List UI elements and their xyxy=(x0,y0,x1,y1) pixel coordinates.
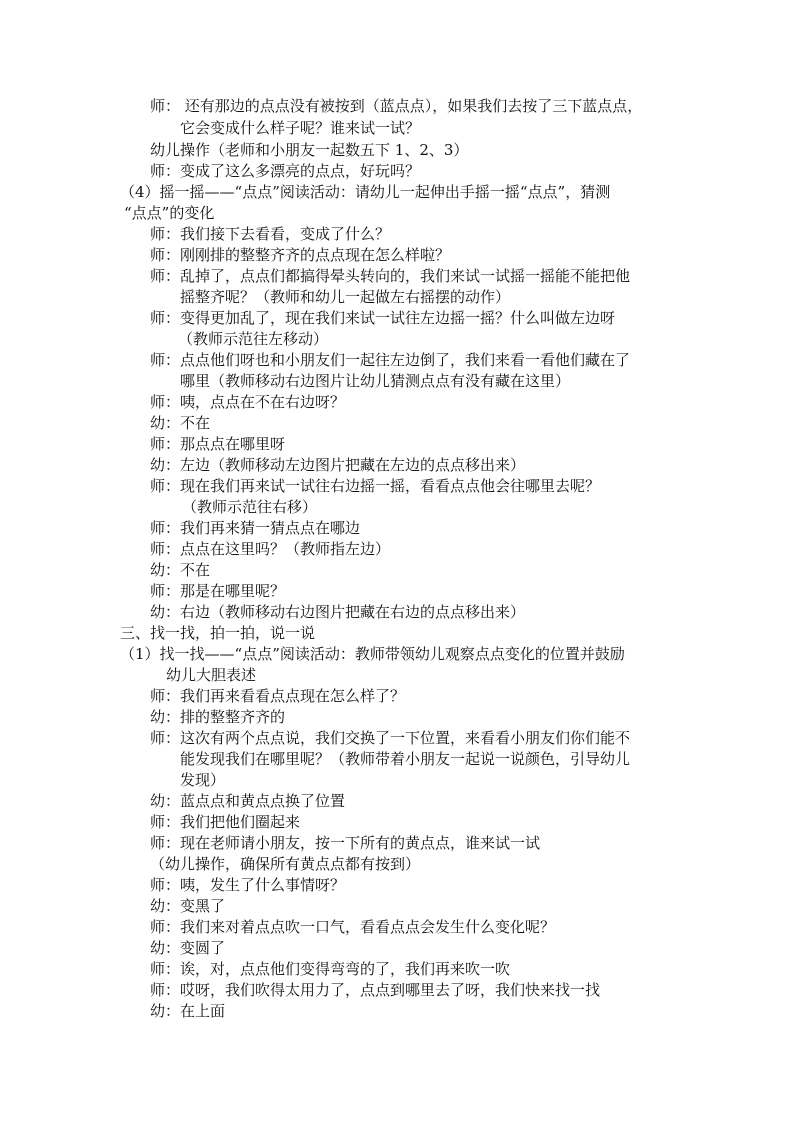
text-line: 师：乱掉了，点点们都搞得晕头转向的，我们来试一试摇一摇能不能把他 xyxy=(150,267,631,285)
text-line: 能发现我们在哪里呢？（教师带着小朋友一起说一说颜色，引导幼儿 xyxy=(180,750,631,768)
text-line: 摇整齐呢？（教师和幼儿一起做左右摇摆的动作） xyxy=(180,288,511,306)
text-line: 师：咦，发生了什么事情呀？ xyxy=(150,876,346,894)
text-line: 师：那是在哪里呢？ xyxy=(150,582,286,600)
text-line: 师： 还有那边的点点没有被按到（蓝点点），如果我们去按了三下蓝点点， xyxy=(150,97,643,115)
text-line: （1）找一找——“点点”阅读活动：教师带领幼儿观察点点变化的位置并鼓励 xyxy=(120,645,625,663)
text-line: 师：那点点在哪里呀 xyxy=(150,435,286,453)
text-line: 它会变成什么样子呢？谁来试一试？ xyxy=(180,119,421,137)
text-line: 发现） xyxy=(180,771,226,789)
text-line: 师：现在老师请小朋友，按一下所有的黄点点，谁来试一试 xyxy=(150,834,541,852)
text-line: 幼：变黑了 xyxy=(150,897,226,915)
text-line: 师：哎呀，我们吹得太用力了，点点到哪里去了呀，我们快来找一找 xyxy=(150,981,601,999)
text-line: 师：我们再来猜一猜点点在哪边 xyxy=(150,519,361,537)
text-line: （幼儿操作，确保所有黄点点都有按到） xyxy=(150,855,421,873)
text-line: 师：这次有两个点点说，我们交换了一下位置，来看看小朋友们你们能不 xyxy=(150,729,631,747)
text-line: 幼：右边（教师移动右边图片把藏在右边的点点移出来） xyxy=(150,603,526,621)
text-line: 幼：不在 xyxy=(150,561,211,579)
text-line: 师：我们再来看看点点现在怎么样了？ xyxy=(150,687,406,705)
text-line: 师：变得更加乱了，现在我们来试一试往左边摇一摇？什么叫做左边呀 xyxy=(150,309,616,327)
text-line: 哪里（教师移动右边图片让幼儿猜测点点有没有藏在这里） xyxy=(180,372,571,390)
text-line: 师：诶，对，点点他们变得弯弯的了，我们再来吹一吹 xyxy=(150,960,511,978)
text-line: “点点”的变化 xyxy=(124,204,215,222)
text-line: 师：我们把他们圈起来 xyxy=(150,813,301,831)
text-line: 幼：在上面 xyxy=(150,1002,226,1020)
text-line: 师：现在我们再来试一试往右边摇一摇，看看点点他会往哪里去呢？ xyxy=(150,477,601,495)
text-line: 幼：蓝点点和黄点点换了位置 xyxy=(150,792,346,810)
text-line: 师：我们接下去看看，变成了什么？ xyxy=(150,225,391,243)
text-line: 师：刚刚排的整整齐齐的点点现在怎么样啦？ xyxy=(150,246,451,264)
text-line: 师：变成了这么多漂亮的点点，好玩吗？ xyxy=(150,162,421,180)
text-line: 幼：变圆了 xyxy=(150,939,226,957)
text-line: 幼：不在 xyxy=(150,414,211,432)
text-line: 幼：左边（教师移动左边图片把藏在左边的点点移出来） xyxy=(150,456,526,474)
text-line: 幼儿大胆表述 xyxy=(166,666,257,684)
text-line: 师：点点他们呀也和小朋友们一起往左边倒了，我们来看一看他们藏在了 xyxy=(150,351,631,369)
text-line: 师：点点在这里吗？（教师指左边） xyxy=(150,540,391,558)
text-line: （教师示范往右移） xyxy=(182,498,318,516)
text-line: 三、找一找，拍一拍，说一说 xyxy=(120,624,316,642)
text-line: 幼：排的整整齐齐的 xyxy=(150,708,286,726)
text-line: 幼儿操作（老师和小朋友一起数五下 1、2、3） xyxy=(150,141,469,159)
text-line: 师：我们来对着点点吹一口气，看看点点会发生什么变化呢？ xyxy=(150,918,556,936)
text-line: 师：咦，点点在不在右边呀？ xyxy=(150,393,346,411)
text-line: （4）摇一摇——“点点”阅读活动：请幼儿一起伸出手摇一摇“点点”，猜测 xyxy=(120,183,611,201)
text-line: （教师示范往左移动） xyxy=(178,330,329,348)
